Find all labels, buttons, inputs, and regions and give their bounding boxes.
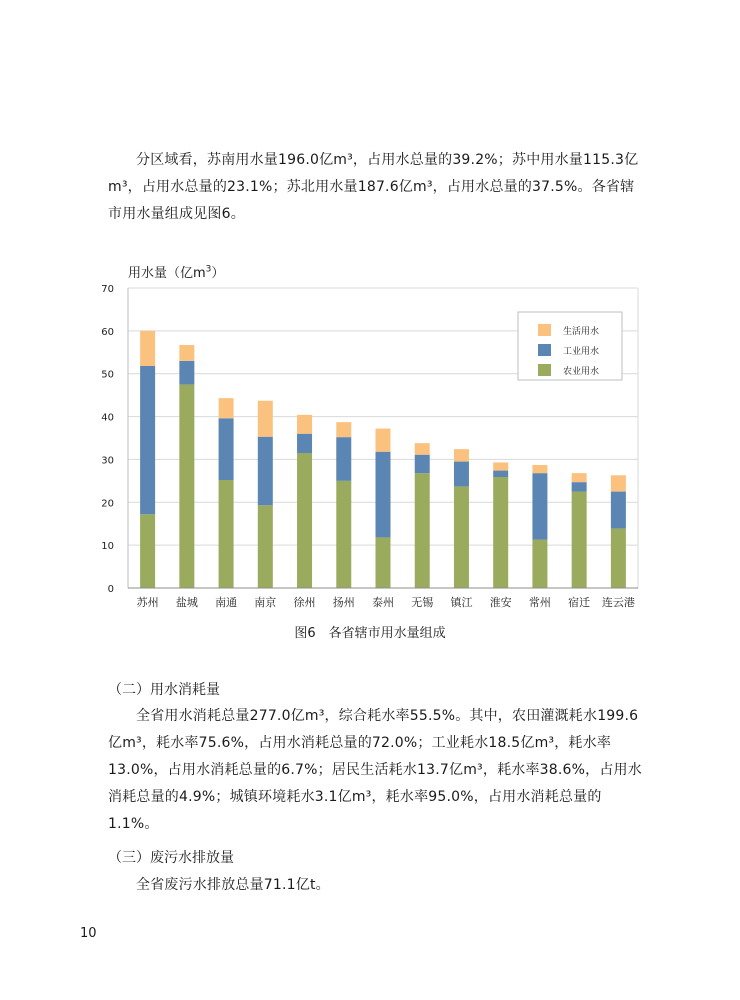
- y-tick-label: 30: [101, 455, 114, 467]
- x-tick-label: 徐州: [293, 596, 316, 609]
- x-tick-label: 苏州: [136, 596, 159, 609]
- x-tick-label: 镇江: [450, 596, 473, 609]
- bar-segment: [454, 486, 469, 588]
- y-tick-label: 50: [101, 369, 114, 381]
- bar-segment: [336, 422, 351, 437]
- x-tick-label: 无锡: [411, 596, 434, 609]
- bar-segment: [258, 437, 273, 506]
- legend-entry: 农业用水: [563, 367, 600, 377]
- bar-segment: [219, 480, 234, 588]
- consumption-paragraph: 全省用水消耗总量277.0亿m³，综合耗水率55.5%。其中，农田灌溉耗水199.6亿m³，耗水率75.6%，占用水消耗总量的72.0%；工业耗水18.5亿m³，耗水率13.0%，占用水消耗总量的6.7%；居民生活耗水13.7亿m³，耗水率38.6%，占用水消耗总量的4.9%；城镇环境耗水3.1亿m³，耗水率95.0%，占用水消耗总量的1.1%。: [108, 708, 642, 832]
- legend-entry: 生活用水: [563, 327, 600, 337]
- bar-segment: [179, 361, 194, 385]
- bar-segment: [140, 514, 155, 588]
- bar-segment: [336, 481, 351, 588]
- bar-segment: [376, 537, 391, 588]
- wastewater-paragraph: 全省废污水排放总量71.1亿t。: [136, 877, 330, 893]
- bar-segment: [297, 453, 312, 588]
- y-tick-label: 70: [101, 284, 114, 295]
- bar-segment: [219, 418, 234, 480]
- page-number: 10: [80, 926, 97, 941]
- y-tick-label: 0: [107, 584, 114, 595]
- x-tick-label: 扬州: [332, 596, 355, 609]
- bar-segment: [611, 475, 626, 491]
- bar-segment: [493, 471, 508, 477]
- bar-segment: [258, 505, 273, 588]
- bar-segment: [532, 465, 547, 473]
- legend-swatch: [538, 324, 551, 336]
- bar-segment: [219, 398, 234, 418]
- bar-segment: [493, 477, 508, 588]
- bar-segment: [376, 429, 391, 452]
- bar-segment: [572, 473, 587, 482]
- x-tick-label: 南通: [215, 596, 238, 609]
- bar-segment: [179, 345, 194, 361]
- bar-segment: [611, 528, 626, 588]
- y-tick-label: 10: [101, 541, 114, 553]
- x-tick-label: 淮安: [489, 596, 512, 609]
- bar-segment: [140, 366, 155, 514]
- legend-swatch: [538, 364, 551, 376]
- x-tick-label: 常州: [528, 596, 551, 609]
- bar-segment: [179, 384, 194, 588]
- x-tick-label: 泰州: [372, 596, 394, 609]
- bar-segment: [454, 462, 469, 487]
- intro-paragraph: 分区域看，苏南用水量196.0亿m³，占用水总量的39.2%；苏中用水量115.3亿m³，占用水总量的23.1%；苏北用水量187.6亿m³，占用水总量的37.5%。各省辖市用水量组成见图6。: [108, 152, 639, 222]
- bar-segment: [611, 492, 626, 529]
- y-axis-label: 用水量（亿$m^3$）: [128, 264, 225, 281]
- bar-segment: [532, 473, 547, 539]
- legend-swatch: [538, 344, 551, 356]
- x-tick-label: 连云港: [601, 596, 635, 609]
- y-tick-label: 40: [101, 412, 114, 424]
- x-tick-label: 宿迁: [568, 596, 591, 609]
- bar-segment: [297, 415, 312, 434]
- bar-segment: [454, 449, 469, 461]
- bar-segment: [140, 331, 155, 366]
- bar-segment: [297, 434, 312, 453]
- figure-caption: 图6 各省辖市用水量组成: [294, 626, 446, 641]
- bar-segment: [415, 443, 430, 455]
- bar-segment: [258, 401, 273, 437]
- bar-segment: [415, 473, 430, 588]
- bar-segment: [532, 540, 547, 588]
- legend-entry: 工业用水: [563, 347, 600, 357]
- x-tick-label: 盐城: [175, 596, 198, 609]
- bar-segment: [493, 462, 508, 470]
- bar-segment: [415, 455, 430, 473]
- x-tick-label: 南京: [254, 596, 277, 609]
- section-heading-wastewater: （三）废污水排放量: [108, 850, 234, 866]
- bar-segment: [376, 452, 391, 538]
- section-heading-consumption: （二）用水消耗量: [108, 682, 220, 698]
- y-tick-label: 20: [101, 498, 114, 510]
- bar-segment: [572, 482, 587, 491]
- bar-segment: [572, 492, 587, 588]
- y-tick-label: 60: [101, 326, 114, 338]
- bar-segment: [336, 437, 351, 481]
